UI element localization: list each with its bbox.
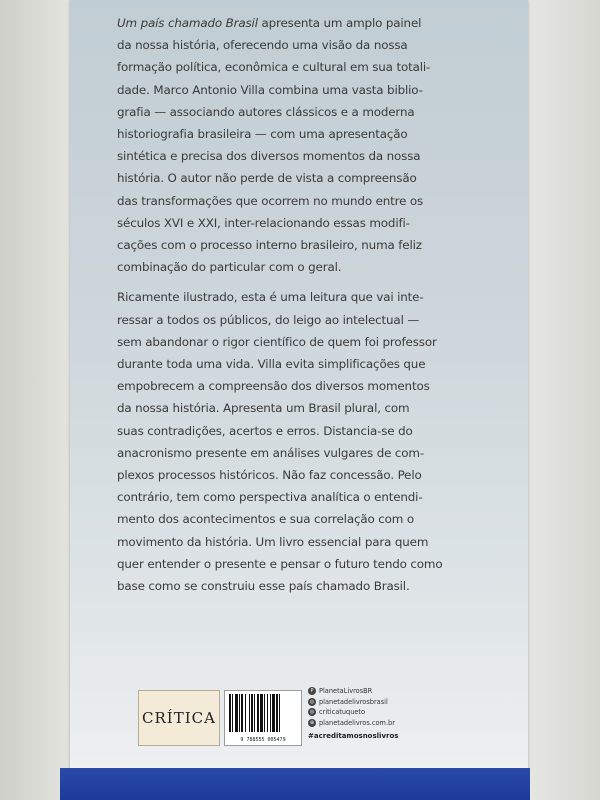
text-line: quer entender o presente e pensar o futuro tendo como <box>117 556 443 571</box>
text-line: cações com o processo interno brasileiro, numa feliz <box>117 238 422 253</box>
barcode-bar <box>270 694 271 732</box>
text-line: durante toda uma vida. Villa evita simplificações que <box>117 357 426 372</box>
globe-icon: ⊕ <box>309 719 315 726</box>
social-link <box>308 686 448 697</box>
barcode-bars <box>228 694 298 734</box>
text-line: grafia — associando autores clássicos e a moderna <box>117 104 415 119</box>
barcode-bar <box>245 694 246 732</box>
book-back-cover <box>70 0 528 772</box>
text-line: sintética e precisa dos diversos momentos da nossa <box>117 149 421 164</box>
social-links <box>308 686 448 742</box>
text-line: da nossa história. Apresenta um Brasil plural, com <box>117 401 410 416</box>
barcode-bar <box>249 694 250 732</box>
text-line: história. O autor não perde de vista a compreensão <box>117 171 417 186</box>
text-line: séculos XVI e XXI, inter-relacionando essas modifi- <box>117 215 410 230</box>
text-line: empobrecem a compreensão dos diversos momentos <box>117 379 430 394</box>
barcode-bar <box>260 694 263 732</box>
social-handle: planetadelivrosbrasil <box>319 697 388 706</box>
barcode-bar <box>239 694 240 732</box>
barcode-bar <box>232 694 233 732</box>
text-line: contrário, tem como perspectiva analítica o entendi- <box>117 490 423 505</box>
social-handle: criticatuqueto <box>319 708 366 716</box>
blurb-paragraph-2 <box>117 286 462 597</box>
text-line: das transformações que ocorrem no mundo entre os <box>117 193 424 208</box>
text-line: ressar a todos os públicos, do leigo ao intelectual — <box>117 312 420 327</box>
social-handle: PlanetaLivrosBR <box>319 687 373 695</box>
background-blue-band <box>60 768 530 800</box>
instagram-icon: ◎ <box>309 698 315 705</box>
instagram-icon: ◎ <box>309 709 315 715</box>
text-line: Um país chamado Brasil apresenta um amplo painel <box>117 16 422 30</box>
text-line: Ricamente ilustrado, esta é uma leitura que vai inte- <box>117 290 424 305</box>
text-line: movimento da história. Um livro essencial para quem <box>117 534 429 549</box>
barcode-bar <box>235 694 238 732</box>
text-line: da nossa história, oferecendo uma visão da nossa <box>117 38 408 53</box>
barcode-bar <box>257 694 259 732</box>
blurb-paragraph-1 <box>117 12 462 278</box>
text-line: suas contradições, acertos e erros. Distancia-se do <box>117 423 413 438</box>
text-line: historiografia brasileira — com uma apresentação <box>117 127 408 142</box>
publisher-name: CRÍTICA <box>142 709 216 727</box>
barcode-bar <box>279 694 280 732</box>
barcode-bar <box>272 694 275 732</box>
barcode-bar <box>241 694 243 732</box>
text-line: dade. Marco Antonio Villa combina uma vasta biblio- <box>117 82 423 97</box>
background-left <box>0 0 70 800</box>
text-line: plexos processos históricos. Não faz concessão. Pelo <box>117 468 422 483</box>
social-handle: planetadelivros.com.br <box>319 718 395 727</box>
barcode <box>224 690 302 746</box>
social-link <box>308 718 448 729</box>
barcode-bar <box>229 694 231 732</box>
background-right <box>528 0 600 800</box>
barcode-bar <box>267 694 268 732</box>
blurb-text <box>117 12 462 597</box>
barcode-bar <box>251 694 253 732</box>
pinterest-icon: P <box>308 687 316 695</box>
text-line: formação política, econômica e cultural em sua totali- <box>117 60 431 75</box>
book-title-italic: Um país chamado Brasil <box>117 16 258 30</box>
social-link <box>308 707 448 718</box>
social-link <box>308 697 448 708</box>
barcode-digits: 9 788555 005479 <box>240 737 286 743</box>
barcode-bar <box>254 694 255 732</box>
text-line: mento dos acontecimentos e sua correlação com o <box>117 512 414 527</box>
hashtag: #acreditamosnoslivros <box>308 732 399 740</box>
cover-footer <box>138 686 453 746</box>
text-line: anacronismo presente em análises vulgares de com- <box>117 445 425 460</box>
barcode-bar <box>264 694 265 732</box>
barcode-bar <box>276 694 278 732</box>
text-line: sem abandonar o rigor científico de quem foi professor <box>117 334 437 349</box>
text-line: base como se construiu esse país chamado Brasil. <box>117 579 410 594</box>
text-line: combinação do particular com o geral. <box>117 260 342 275</box>
publisher-logo <box>138 690 220 746</box>
